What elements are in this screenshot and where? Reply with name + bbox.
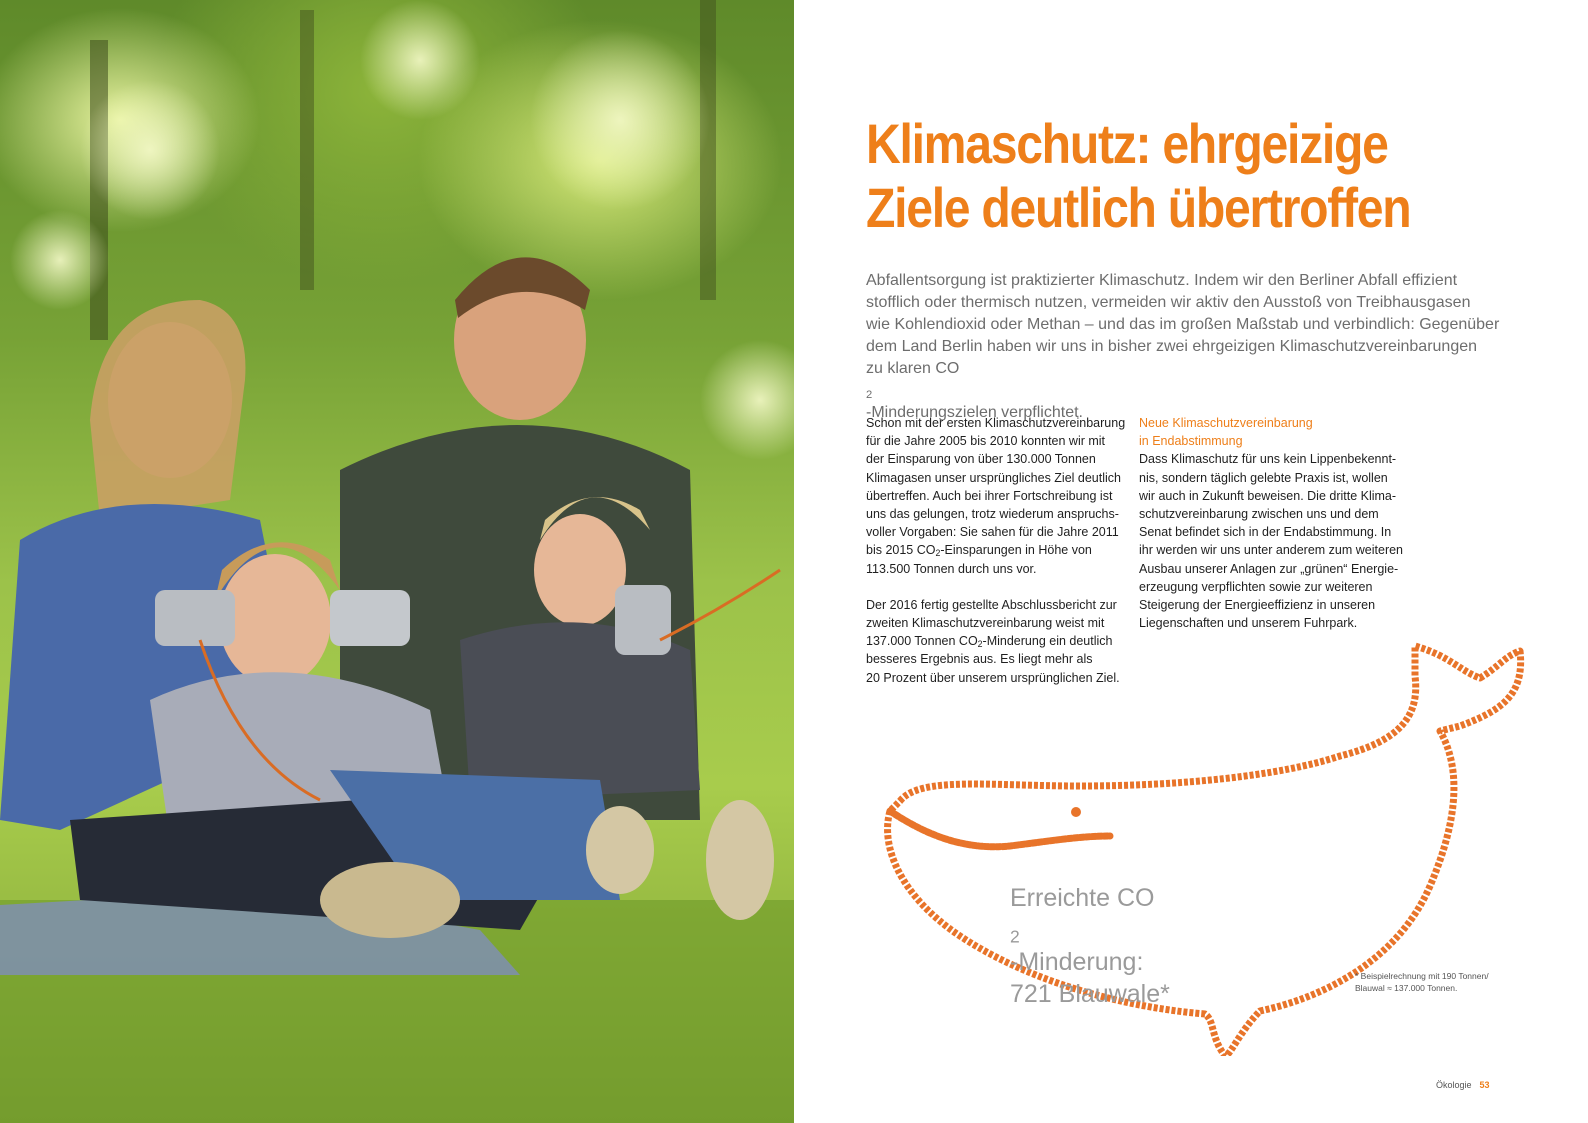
text-line: erzeugung verpflichten sowie zur weiteren xyxy=(1139,579,1373,594)
title-line-1: Klimaschutz: ehrgeizige xyxy=(866,112,1388,175)
intro-text: -Minderungszielen verpflichtet. xyxy=(866,404,1083,421)
intro-text: zu klaren CO xyxy=(866,360,960,377)
text-line: Schon mit der ersten Klimaschutzvereinbarung xyxy=(866,416,1126,430)
intro-line: dem Land Berlin haben wir uns in bisher zwei ehrgeizigen Klimaschutzvereinbarungen xyxy=(866,338,1478,355)
text: -Einsparungen in Höhe von xyxy=(940,543,1092,558)
intro-line: stofflich oder thermisch nutzen, vermeiden wir aktiv den Ausstoß von Treibhausgasen xyxy=(866,294,1471,311)
subscript: 2 xyxy=(935,548,941,559)
co2-stat xyxy=(1010,882,1170,1010)
text-line: der Einsparung von über 130.000 Tonnen xyxy=(866,452,1096,467)
subheading: Neue Klimaschutzvereinbarung xyxy=(1139,416,1313,430)
subscript: 2 xyxy=(1010,926,1020,947)
text: 137.000 Tonnen CO xyxy=(866,634,978,649)
text: bis 2015 CO xyxy=(866,543,936,558)
body-column-right xyxy=(1139,414,1409,632)
intro-paragraph xyxy=(866,270,1566,424)
page-footer xyxy=(1436,1080,1490,1090)
paragraph xyxy=(866,414,1136,578)
subscript: 2 xyxy=(977,639,983,650)
stat-text: Erreichte CO xyxy=(1010,884,1155,912)
intro-line: wie Kohlendioxid oder Methan – und das im großen Maßstab und verbindlich: Gegenüber xyxy=(866,316,1500,333)
text-line: schutzvereinbarung zwischen uns und dem xyxy=(1139,507,1379,522)
text-line: Steigerung der Energieeffizienz in unseren xyxy=(1139,598,1376,613)
text-line: zweiten Klimaschutzvereinbarung weist mit xyxy=(866,616,1105,631)
intro-line: Abfallentsorgung ist praktizierter Klimaschutz. Indem wir den Berliner Abfall effizient xyxy=(866,272,1458,289)
text-line: ihr werden wir uns unter anderem zum weiteren xyxy=(1139,543,1404,558)
stat-value: 721 Blauwale* xyxy=(1010,980,1170,1008)
text: -Minderung ein deutlich xyxy=(982,634,1113,649)
text-line: Klimagasen unser ursprüngliches Ziel deutlich xyxy=(866,470,1121,485)
stat-line xyxy=(1010,882,1170,978)
subscript: 2 xyxy=(866,388,873,401)
text-line: Ausbau unserer Anlagen zur „grünen“ Energie- xyxy=(1139,561,1399,576)
text-line xyxy=(866,541,1136,559)
section-label: Ökologie xyxy=(1436,1080,1472,1090)
text-line: 20 Prozent über unserem ursprünglichen Ziel. xyxy=(866,670,1120,685)
text-line: übertreffen. Auch bei ihrer Fortschreibung ist xyxy=(866,488,1113,503)
footnote-line: Blauwal ≈ 137.000 Tonnen. xyxy=(1355,983,1458,993)
text-line: 113.500 Tonnen durch uns vor. xyxy=(866,561,1037,576)
subheading: in Endabstimmung xyxy=(1139,434,1243,449)
title-line-2: Ziele deutlich übertroffen xyxy=(866,176,1411,239)
stat-text: -Minderung: xyxy=(1010,948,1144,976)
page-number: 53 xyxy=(1479,1080,1490,1090)
text-line: voller Vorgaben: Sie sahen für die Jahre 2011 xyxy=(866,525,1119,540)
text-line: wir auch in Zukunft beweisen. Die dritte Klima- xyxy=(1139,488,1397,503)
page-title xyxy=(866,112,1451,240)
footnote xyxy=(1355,970,1489,994)
text-line: Liegenschaften und unserem Fuhrpark. xyxy=(1139,616,1358,631)
text-line: besseres Ergebnis aus. Es liegt mehr als xyxy=(866,652,1093,667)
text-line: Dass Klimaschutz für uns kein Lippenbekennt- xyxy=(1139,452,1397,467)
text-line: nis, sondern täglich gelebte Praxis ist, wollen xyxy=(1139,470,1388,485)
text-line: uns das gelungen, trotz wiederum anspruchs- xyxy=(866,507,1119,522)
footnote-line: * Beispielrechnung mit 190 Tonnen/ xyxy=(1355,971,1489,981)
text-line: für die Jahre 2005 bis 2010 konnten wir mit xyxy=(866,434,1106,449)
text-line: Senat befindet sich in der Endabstimmung. In xyxy=(1139,525,1392,540)
text-line: Der 2016 fertig gestellte Abschlussbericht zur xyxy=(866,597,1117,612)
